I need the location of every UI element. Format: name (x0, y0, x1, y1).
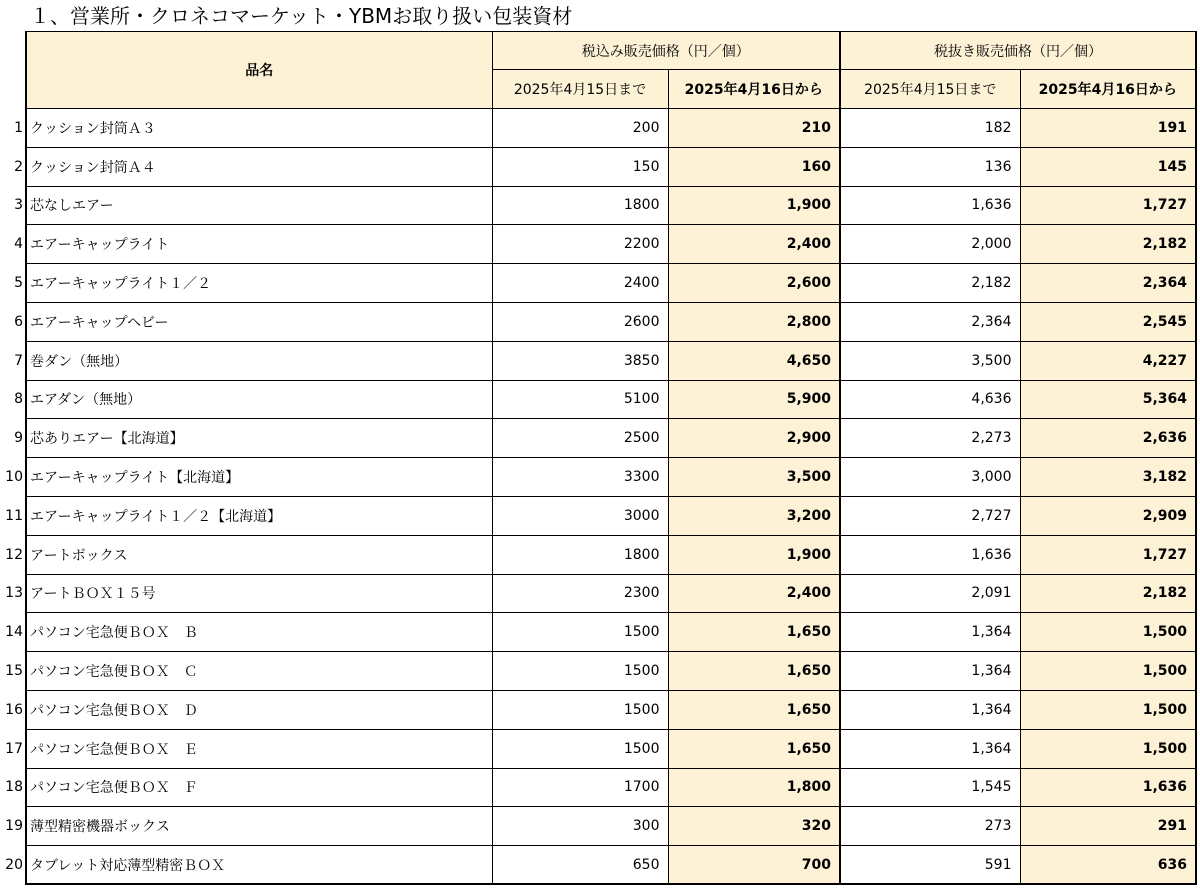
item-name: 芯なしエアー (26, 186, 492, 225)
table-row (0, 652, 1196, 691)
price-exc-new: 2,182 (1020, 574, 1196, 613)
item-name: アートボックス (26, 535, 492, 574)
price-inc-old: 650 (492, 846, 668, 885)
header-row-top (0, 32, 1196, 70)
price-inc-new: 4,650 (668, 341, 840, 380)
row-number: 12 (5, 546, 23, 563)
row-number: 13 (5, 585, 23, 602)
table-row (0, 846, 1196, 885)
item-name: エアーキャップライト１／２ (26, 264, 492, 303)
item-name: タブレット対応薄型精密ＢＯＸ (26, 846, 492, 885)
row-number: 14 (5, 624, 23, 641)
price-inc-old: 150 (492, 147, 668, 186)
page-title: １、営業所・クロネコマーケット・YBMお取り扱い包装資材 (30, 4, 573, 28)
row-number: 11 (5, 507, 23, 524)
item-name: パソコン宅急便ＢＯＸ Ｂ (26, 613, 492, 652)
row-number: 19 (5, 818, 23, 835)
row-number: 15 (5, 663, 23, 680)
price-inc-old: 1500 (492, 652, 668, 691)
price-exc-old: 4,636 (840, 380, 1020, 419)
item-name: 薄型精密機器ボックス (26, 807, 492, 846)
price-exc-new: 1,500 (1020, 729, 1196, 768)
price-inc-old: 2200 (492, 225, 668, 264)
price-inc-old: 2300 (492, 574, 668, 613)
price-exc-old: 3,000 (840, 458, 1020, 497)
price-exc-new: 191 (1020, 109, 1196, 148)
row-number: 17 (5, 740, 23, 757)
row-number: 10 (5, 469, 23, 486)
price-inc-old: 3300 (492, 458, 668, 497)
header-inc-from: 2025年4月16日から (668, 70, 840, 109)
price-exc-new: 636 (1020, 846, 1196, 885)
table-row (0, 380, 1196, 419)
price-inc-old: 1500 (492, 729, 668, 768)
price-table (0, 31, 1197, 885)
price-exc-new: 1,500 (1020, 652, 1196, 691)
price-inc-new: 1,800 (668, 768, 840, 807)
price-inc-new: 2,600 (668, 264, 840, 303)
table-row (0, 186, 1196, 225)
item-name: クッション封筒Ａ４ (26, 147, 492, 186)
price-exc-old: 273 (840, 807, 1020, 846)
price-inc-new: 3,500 (668, 458, 840, 497)
price-exc-old: 2,182 (840, 264, 1020, 303)
item-name: パソコン宅急便ＢＯＸ Ｅ (26, 729, 492, 768)
price-exc-old: 1,636 (840, 186, 1020, 225)
price-inc-old: 1800 (492, 186, 668, 225)
header-tax-excluded: 税抜き販売価格（円／個） (840, 32, 1196, 70)
header-name: 品名 (26, 32, 492, 109)
row-number: 2 (14, 158, 23, 175)
price-inc-old: 2600 (492, 302, 668, 341)
table-row (0, 419, 1196, 458)
price-exc-old: 2,000 (840, 225, 1020, 264)
price-exc-new: 1,500 (1020, 690, 1196, 729)
price-inc-old: 5100 (492, 380, 668, 419)
table-row (0, 496, 1196, 535)
table-row (0, 574, 1196, 613)
price-inc-old: 300 (492, 807, 668, 846)
price-exc-new: 1,727 (1020, 186, 1196, 225)
price-exc-new: 2,636 (1020, 419, 1196, 458)
price-exc-old: 2,364 (840, 302, 1020, 341)
price-exc-new: 1,636 (1020, 768, 1196, 807)
price-exc-old: 1,545 (840, 768, 1020, 807)
table-row (0, 302, 1196, 341)
price-inc-new: 1,900 (668, 535, 840, 574)
row-number: 16 (5, 701, 23, 718)
price-inc-new: 1,650 (668, 652, 840, 691)
price-inc-new: 5,900 (668, 380, 840, 419)
price-exc-old: 136 (840, 147, 1020, 186)
row-number: 6 (14, 313, 23, 330)
price-inc-new: 2,900 (668, 419, 840, 458)
price-inc-old: 1500 (492, 613, 668, 652)
price-inc-new: 700 (668, 846, 840, 885)
price-inc-old: 1700 (492, 768, 668, 807)
table-row (0, 613, 1196, 652)
item-name: 芯ありエアー【北海道】 (26, 419, 492, 458)
item-name: エアーキャップライト【北海道】 (26, 458, 492, 497)
price-inc-new: 1,900 (668, 186, 840, 225)
price-inc-new: 210 (668, 109, 840, 148)
price-exc-old: 1,636 (840, 535, 1020, 574)
rownum-header (0, 70, 26, 109)
price-exc-old: 591 (840, 846, 1020, 885)
item-name: アートＢＯＸ１５号 (26, 574, 492, 613)
table-row (0, 458, 1196, 497)
price-exc-old: 1,364 (840, 652, 1020, 691)
price-exc-old: 2,091 (840, 574, 1020, 613)
price-exc-new: 1,500 (1020, 613, 1196, 652)
price-inc-new: 1,650 (668, 729, 840, 768)
table-row (0, 729, 1196, 768)
row-number: 3 (14, 197, 23, 214)
price-exc-old: 1,364 (840, 729, 1020, 768)
item-name: エアーキャップライト (26, 225, 492, 264)
price-inc-new: 2,400 (668, 574, 840, 613)
table-row (0, 147, 1196, 186)
price-inc-old: 2400 (492, 264, 668, 303)
price-inc-new: 1,650 (668, 613, 840, 652)
row-number: 9 (14, 430, 23, 447)
row-number: 7 (14, 352, 23, 369)
price-inc-old: 3850 (492, 341, 668, 380)
table-row (0, 535, 1196, 574)
price-exc-old: 3,500 (840, 341, 1020, 380)
table-row (0, 768, 1196, 807)
table-row (0, 264, 1196, 303)
price-exc-old: 1,364 (840, 613, 1020, 652)
table-row (0, 807, 1196, 846)
price-inc-old: 1500 (492, 690, 668, 729)
price-exc-new: 2,545 (1020, 302, 1196, 341)
item-name: 巻ダン（無地） (26, 341, 492, 380)
price-exc-new: 2,909 (1020, 496, 1196, 535)
price-exc-new: 291 (1020, 807, 1196, 846)
table-row (0, 109, 1196, 148)
price-exc-new: 1,727 (1020, 535, 1196, 574)
price-inc-new: 320 (668, 807, 840, 846)
table-row (0, 225, 1196, 264)
price-inc-old: 200 (492, 109, 668, 148)
price-exc-new: 2,364 (1020, 264, 1196, 303)
price-exc-new: 2,182 (1020, 225, 1196, 264)
price-exc-new: 3,182 (1020, 458, 1196, 497)
item-name: クッション封筒Ａ３ (26, 109, 492, 148)
table-row (0, 341, 1196, 380)
price-inc-old: 3000 (492, 496, 668, 535)
price-inc-new: 160 (668, 147, 840, 186)
rownum-header (0, 32, 26, 70)
header-exc-until: 2025年4月15日まで (840, 70, 1020, 109)
price-exc-new: 5,364 (1020, 380, 1196, 419)
price-exc-old: 1,364 (840, 690, 1020, 729)
row-number: 1 (14, 119, 23, 136)
price-exc-old: 182 (840, 109, 1020, 148)
header-exc-from: 2025年4月16日から (1020, 70, 1196, 109)
price-exc-old: 2,273 (840, 419, 1020, 458)
price-inc-new: 2,800 (668, 302, 840, 341)
row-number: 8 (14, 391, 23, 408)
price-inc-old: 1800 (492, 535, 668, 574)
price-inc-new: 2,400 (668, 225, 840, 264)
row-number: 18 (5, 779, 23, 796)
item-name: パソコン宅急便ＢＯＸ Ｄ (26, 690, 492, 729)
row-number: 4 (14, 236, 23, 253)
item-name: パソコン宅急便ＢＯＸ Ｃ (26, 652, 492, 691)
header-tax-included: 税込み販売価格（円／個） (492, 32, 840, 70)
item-name: エアーキャップヘビー (26, 302, 492, 341)
header-inc-until: 2025年4月15日まで (492, 70, 668, 109)
item-name: エアダン（無地） (26, 380, 492, 419)
price-exc-new: 145 (1020, 147, 1196, 186)
price-exc-old: 2,727 (840, 496, 1020, 535)
price-inc-old: 2500 (492, 419, 668, 458)
price-inc-new: 1,650 (668, 690, 840, 729)
price-exc-new: 4,227 (1020, 341, 1196, 380)
price-inc-new: 3,200 (668, 496, 840, 535)
item-name: パソコン宅急便ＢＯＸ Ｆ (26, 768, 492, 807)
row-number: 5 (14, 275, 23, 292)
row-number: 20 (5, 857, 23, 874)
table-row (0, 690, 1196, 729)
item-name: エアーキャップライト１／２【北海道】 (26, 496, 492, 535)
